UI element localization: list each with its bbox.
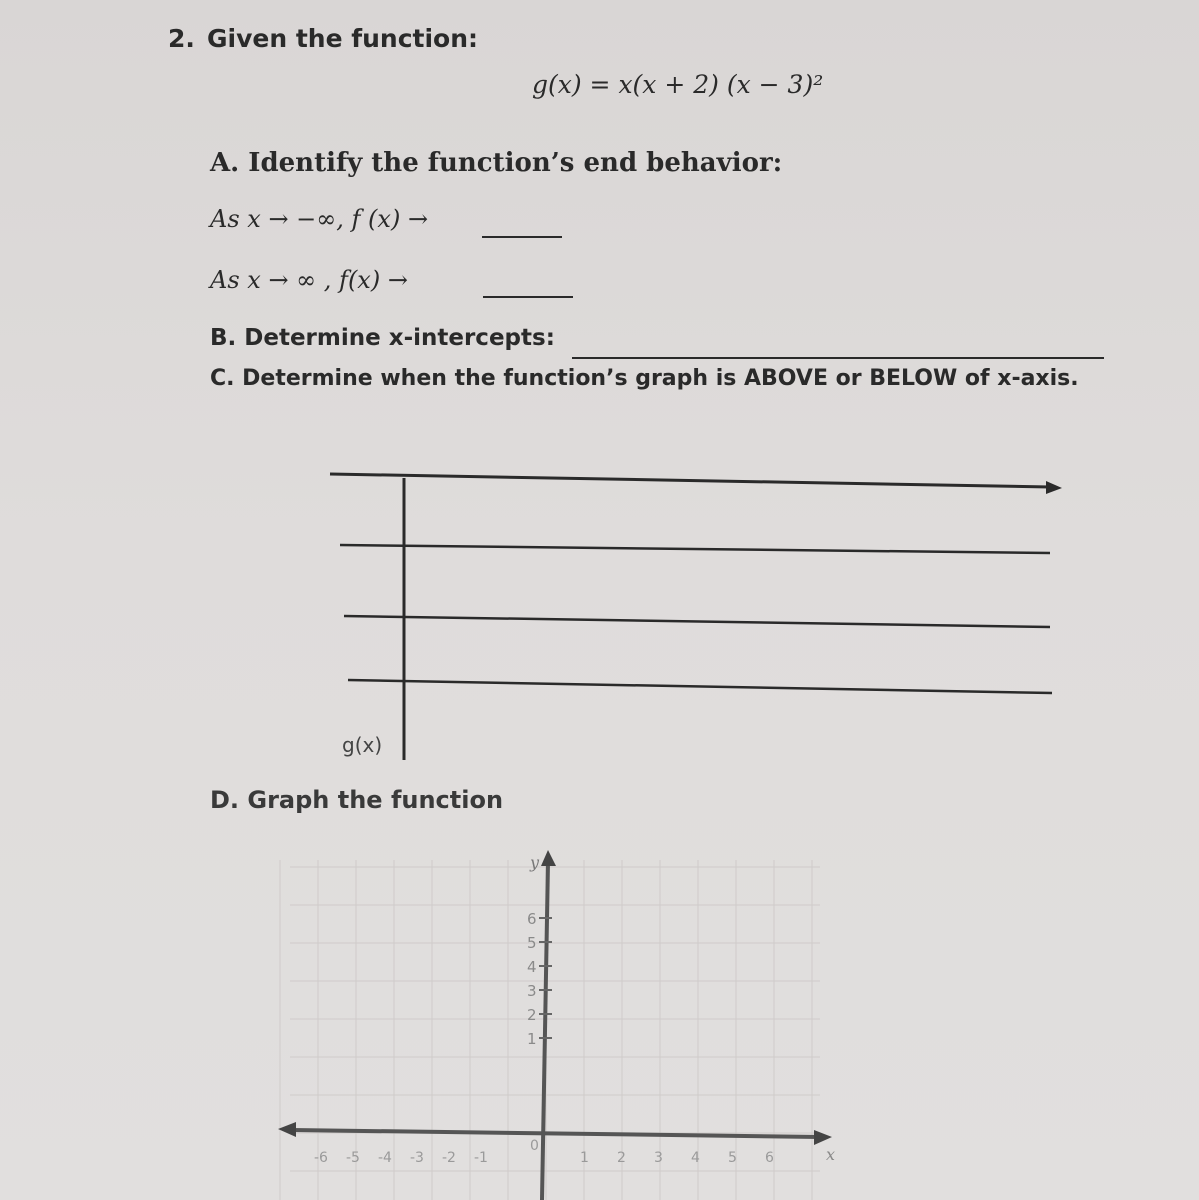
x-tick-label-positive: 3 — [654, 1150, 663, 1166]
y-axis-up-arrow-icon — [541, 850, 556, 866]
x-tick-label-negative: -3 — [410, 1150, 424, 1166]
y-tick-label: 2 — [527, 1006, 537, 1024]
x-tick-label-negative: -6 — [314, 1150, 328, 1166]
part-b-title: B. Determine x-intercepts: — [210, 325, 555, 351]
sign-chart-row-label: g(x) — [342, 733, 383, 757]
y-tick-label: 6 — [527, 910, 537, 928]
x-tick-label-negative: -4 — [378, 1150, 392, 1166]
x-axis-right-arrow-icon — [814, 1130, 832, 1145]
function-equation: g(x) = x(x + 2) (x − 3)² — [532, 70, 824, 99]
x-tick-label-negative: -1 — [474, 1150, 488, 1166]
question-number: 2. — [168, 24, 195, 53]
y-axis — [542, 862, 548, 1200]
x-tick-label-negative: -5 — [346, 1150, 360, 1166]
x-tick-label-positive: 4 — [691, 1150, 700, 1166]
origin-label: 0 — [530, 1138, 539, 1154]
y-tick-label: 5 — [527, 934, 537, 952]
part-d-title: D. Graph the function — [210, 786, 504, 814]
y-tick-label: 1 — [527, 1030, 537, 1048]
x-tick-label-positive: 5 — [728, 1150, 737, 1166]
x-tick-label-positive: 6 — [765, 1150, 774, 1166]
y-axis-label: y — [530, 853, 540, 872]
y-tick-label: 3 — [527, 982, 537, 1000]
x-tick-label-positive: 1 — [580, 1150, 589, 1166]
question-prompt: Given the function: — [207, 24, 479, 53]
x-tick-label-negative: -2 — [442, 1150, 456, 1166]
end-behavior-neg-infinity: As x → −∞, f (x) → — [210, 205, 429, 233]
part-c-title: C. Determine when the function’s graph is ABOVE or BELOW of x-axis. — [210, 366, 1079, 391]
x-axis-label: x — [826, 1145, 836, 1164]
part-a-title: A. Identify the function’s end behavior: — [210, 148, 783, 178]
y-tick-label: 4 — [527, 958, 537, 976]
end-behavior-pos-infinity: As x → ∞ , f(x) → — [210, 266, 408, 294]
x-tick-label-positive: 2 — [617, 1150, 626, 1166]
x-axis-left-arrow-icon — [278, 1122, 296, 1137]
